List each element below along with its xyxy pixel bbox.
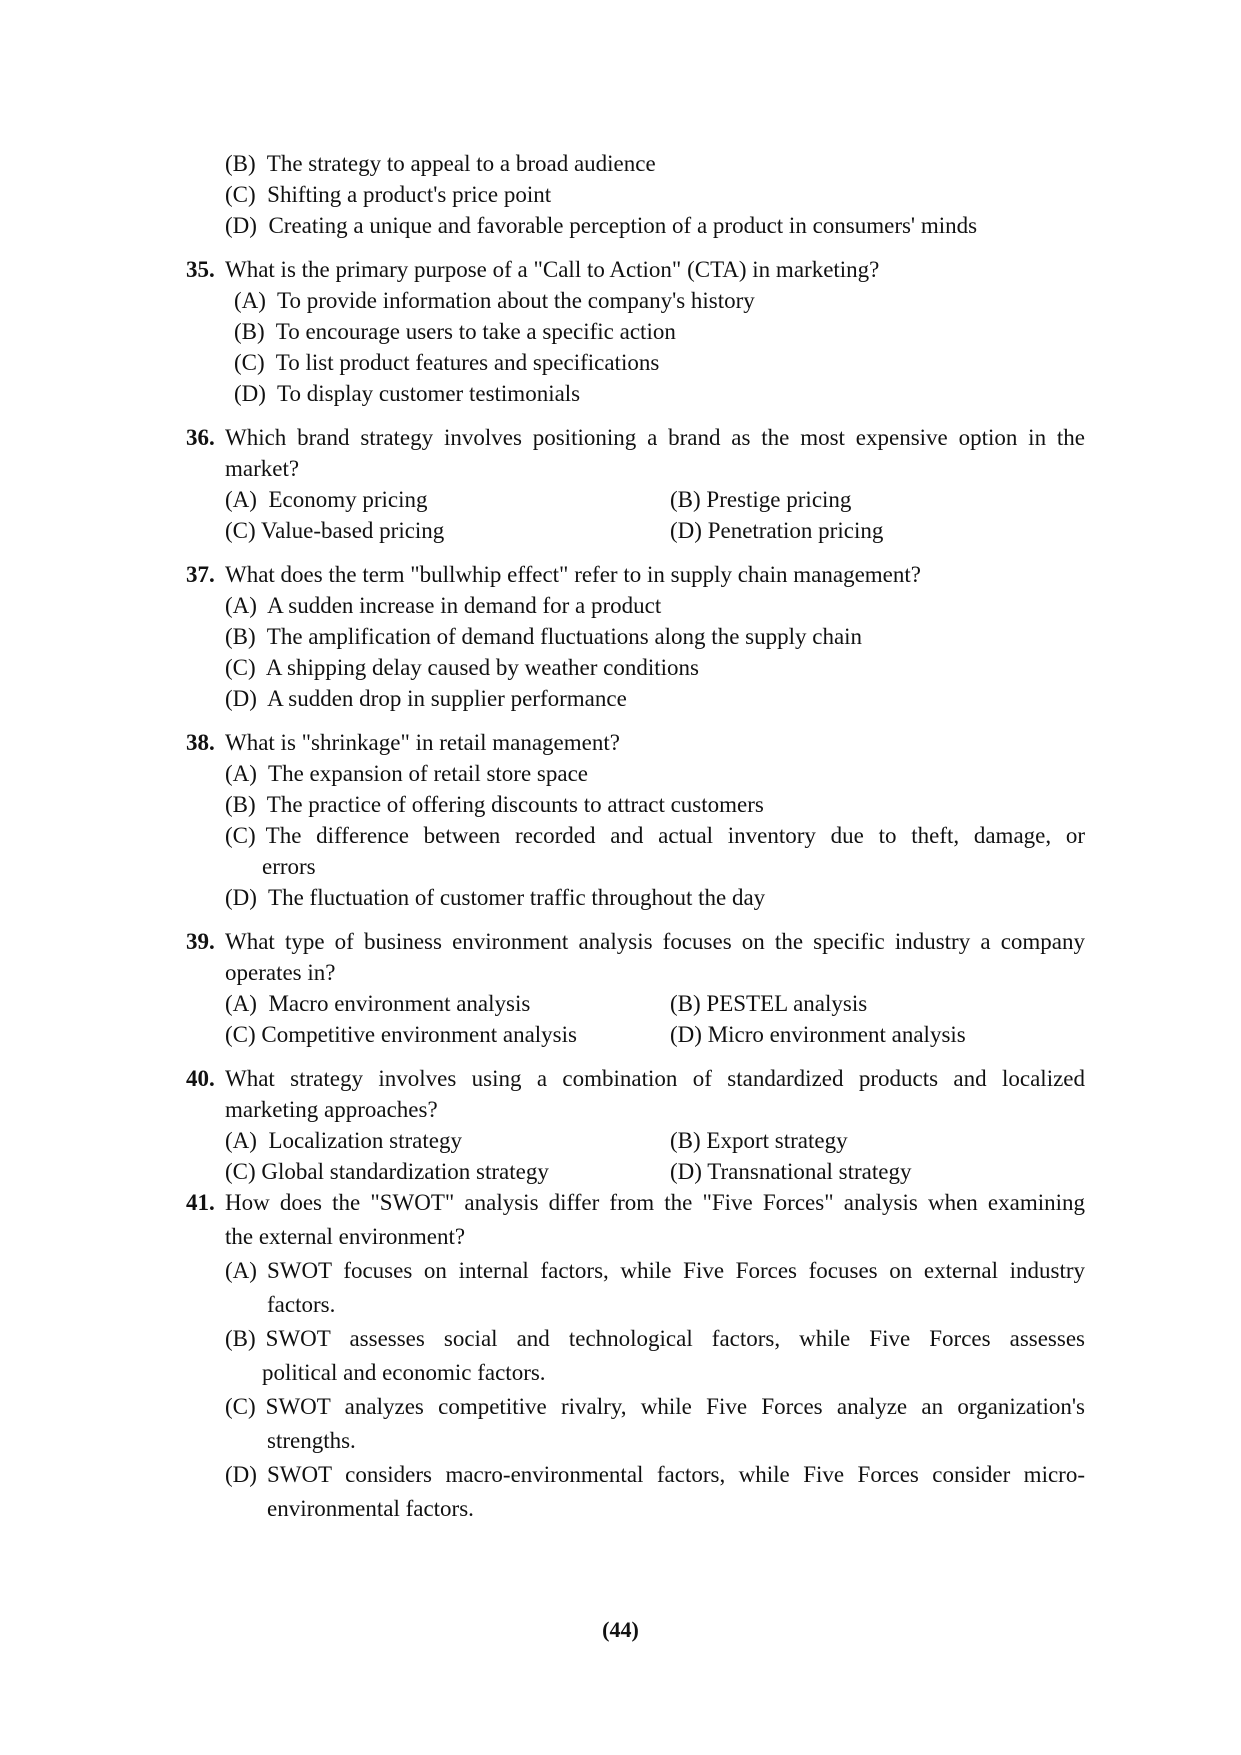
- option-b: (B) The amplification of demand fluctuations along the supply chain: [225, 624, 863, 649]
- question-number: 35.: [186, 257, 215, 282]
- option-c-continued: errors: [262, 854, 316, 879]
- question-number: 40.: [186, 1066, 215, 1091]
- option-c: (C) Competitive environment analysis: [225, 1022, 577, 1047]
- option-c: (C) A shipping delay caused by weather conditions: [225, 655, 699, 680]
- option-a: (A) SWOT focuses on internal factors, while Five Forces focuses on external industry: [225, 1258, 1085, 1283]
- option-b: (B) SWOT assesses social and technological factors, while Five Forces assesses: [225, 1326, 1085, 1351]
- option-a: (A) Macro environment analysis: [225, 991, 531, 1016]
- option-a: (A) The expansion of retail store space: [225, 761, 588, 786]
- option-d: (D) The fluctuation of customer traffic throughout the day: [225, 885, 766, 910]
- prev-option-d: (D) Creating a unique and favorable perception of a product in consumers' minds: [225, 213, 978, 238]
- option-b: (B) The practice of offering discounts to attract customers: [225, 792, 764, 817]
- option-b: (B) To encourage users to take a specific action: [234, 319, 676, 344]
- option-d: (D) A sudden drop in supplier performance: [225, 686, 627, 711]
- prev-option-b: (B) The strategy to appeal to a broad audience: [225, 151, 656, 176]
- option-d: (D) Micro environment analysis: [670, 1022, 966, 1047]
- option-b: (B) Prestige pricing: [670, 487, 852, 512]
- question-number: 41.: [186, 1190, 215, 1215]
- option-a: (A) To provide information about the company's history: [234, 288, 755, 313]
- question-number: 39.: [186, 929, 215, 954]
- question-text-line-2: operates in?: [225, 960, 336, 985]
- option-a: (A) A sudden increase in demand for a product: [225, 593, 662, 618]
- option-d-continued: environmental factors.: [267, 1496, 474, 1521]
- page-number: (44): [602, 1617, 639, 1642]
- prev-option-c: (C) Shifting a product's price point: [225, 182, 552, 207]
- question-number: 37.: [186, 562, 215, 587]
- question-number: 36.: [186, 425, 215, 450]
- question-text: What does the term "bullwhip effect" refer to in supply chain management?: [225, 562, 921, 587]
- option-c: (C) The difference between recorded and actual inventory due to theft, damage, or: [225, 823, 1085, 848]
- option-d: (D) Transnational strategy: [670, 1159, 912, 1184]
- question-text-line-1: What strategy involves using a combination of standardized products and localized: [225, 1066, 1085, 1091]
- option-d: (D) SWOT considers macro-environmental factors, while Five Forces consider micro-: [225, 1462, 1085, 1487]
- option-d: (D) Penetration pricing: [670, 518, 884, 543]
- option-b: (B) Export strategy: [670, 1128, 848, 1153]
- option-c: (C) Global standardization strategy: [225, 1159, 549, 1184]
- question-text: What is "shrinkage" in retail management?: [225, 730, 620, 755]
- question-text: What is the primary purpose of a "Call to Action" (CTA) in marketing?: [225, 257, 880, 282]
- question-text-line-1: What type of business environment analysis focuses on the specific industry a company: [225, 929, 1085, 954]
- question-text-line-2: the external environment?: [225, 1224, 466, 1249]
- question-text-line-2: marketing approaches?: [225, 1097, 438, 1122]
- question-text-line-1: Which brand strategy involves positioning a brand as the most expensive option in the: [225, 425, 1085, 450]
- option-a: (A) Localization strategy: [225, 1128, 462, 1153]
- option-c: (C) To list product features and specifications: [234, 350, 660, 375]
- question-text-line-2: market?: [225, 456, 300, 481]
- option-a-continued: factors.: [267, 1292, 336, 1317]
- option-a: (A) Economy pricing: [225, 487, 428, 512]
- option-b: (B) PESTEL analysis: [670, 991, 868, 1016]
- question-text-line-1: How does the "SWOT" analysis differ from the "Five Forces" analysis when examining: [225, 1190, 1085, 1215]
- option-b-continued: political and economic factors.: [262, 1360, 546, 1385]
- option-c-continued: strengths.: [267, 1428, 356, 1453]
- option-c: (C) Value-based pricing: [225, 518, 445, 543]
- question-number: 38.: [186, 730, 215, 755]
- option-c: (C) SWOT analyzes competitive rivalry, while Five Forces analyze an organization's: [225, 1394, 1085, 1419]
- option-d: (D) To display customer testimonials: [234, 381, 581, 406]
